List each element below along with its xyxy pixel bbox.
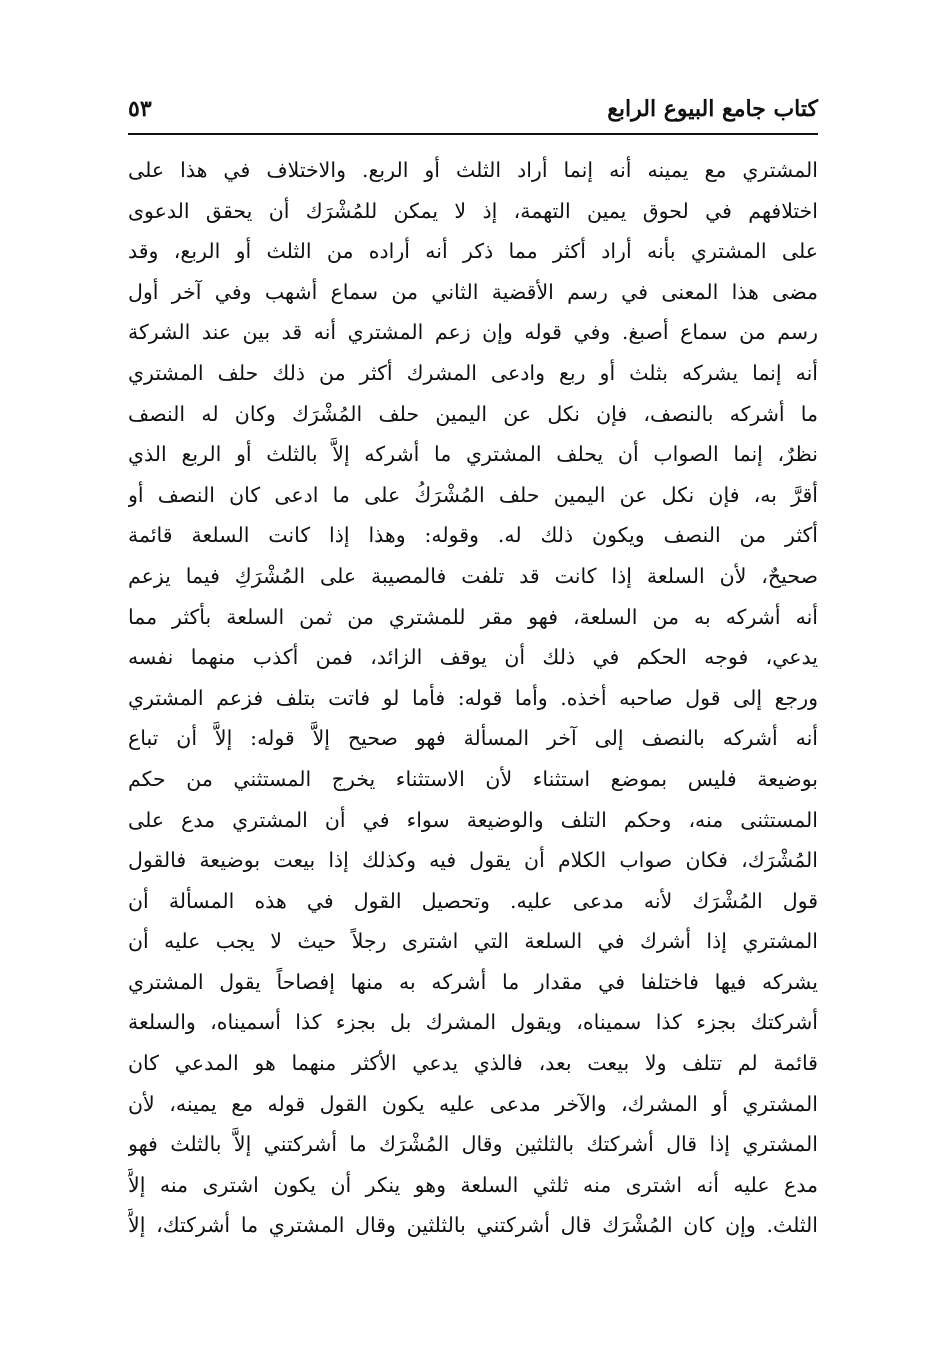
text-line: رسم من سماع أصبغ. وفي قوله وإن زعم المشتري أنه قد بين عند الشركة — [128, 320, 818, 345]
text-line: ما أشركه بالنصف، فإن نكل عن اليمين حلف المُشْرَك وكان له النصف — [128, 401, 818, 426]
text-line: المُشْرَك، فكان صواب الكلام أن يقول فيه وكذلك إذا بيعت بوضيعة فالقول — [128, 848, 818, 873]
text-line: أقرَّ به، فإن نكل عن اليمين حلف المُشْرَكُ على ما ادعى كان النصف أو — [128, 482, 818, 507]
running-head — [128, 92, 818, 132]
running-head-title: كتاب جامع البيوع الرابع — [607, 96, 818, 122]
text-line: المستثنى منه، وحكم التلف والوضيعة سواء في أن المشتري مدع على — [128, 807, 818, 832]
text-line: قول المُشْرَك لأنه مدعى عليه. وتحصيل القول في هذه المسألة أن — [128, 888, 818, 913]
text-line: يشركه فيها فاختلفا في مقدار ما أشركه به منها إفصاحاً يقول المشتري — [128, 969, 818, 994]
text-line: المشتري إذا قال أشركتك بالثلثين وقال المُشْرَك ما أشركتني إلاَّ بالثلث فهو — [128, 1132, 818, 1157]
text-line: بوضيعة فليس بموضع استثناء لأن الاستثناء يخرج المستثني من حكم — [128, 766, 818, 791]
text-line: صحيحٌ، لأن السلعة إذا كانت قد تلفت فالمصيبة على المُشْرَكِ فيما يزعم — [128, 563, 818, 588]
text-line: اختلافهم في لحوق يمين التهمة، إذ لا يمكن للمُشْرَك أن يحقق الدعوى — [128, 198, 818, 223]
text-line: المشتري إذا أشرك في السلعة التي اشترى رجلاً حيث لا يجب عليه أن — [128, 929, 818, 954]
header-rule — [128, 133, 818, 135]
text-line: قائمة لم تتلف ولا بيعت بعد، فالذي يدعي الأكثر منهما هو المدعي كان — [128, 1051, 818, 1076]
text-line: مدع عليه أنه اشترى منه ثلثي السلعة وهو ينكر أن يكون اشترى منه إلاَّ — [128, 1172, 818, 1197]
text-line: أشركتك بجزء كذا سميناه، ويقول المشرك بل بجزء كذا أسميناه، والسلعة — [128, 1010, 818, 1035]
text-line: الثلث. وإن كان المُشْرَك قال أشركتني بالثلثين وقال المشتري ما أشركتك، إلاَّ — [128, 1213, 818, 1238]
text-line: مضى هذا المعنى في رسم الأقضية الثاني من سماع أشهب وفي آخر أول — [128, 279, 818, 304]
text-line: أكثر من النصف ويكون ذلك له. وقوله: وهذا إذا كانت السلعة قائمة — [128, 523, 818, 548]
page-number: ٥٣ — [128, 96, 152, 122]
text-line: أنه أشركه بالنصف إلى آخر المسألة فهو صحيح إلاَّ قوله: إلاَّ أن تباع — [128, 726, 818, 751]
body-text — [128, 150, 818, 1246]
text-line: أنه إنما يشركه بثلث أو ربع وادعى المشرك أكثر من ذلك حلف المشتري — [128, 360, 818, 385]
text-line: على المشتري بأنه أراد أكثر مما ذكر أنه أراده من الثلث أو الربع، وقد — [128, 239, 818, 264]
text-line: أنه أشركه به من السلعة، فهو مقر للمشتري من ثمن السلعة بأكثر مما — [128, 604, 818, 629]
text-line: المشتري أو المشرك، والآخر مدعى عليه يكون القول قوله مع يمينه، لأن — [128, 1091, 818, 1116]
text-line: يدعي، فوجه الحكم في ذلك أن يوقف الزائد، فمن أكذب منهما نفسه — [128, 645, 818, 670]
text-line: ورجع إلى قول صاحبه أخذه. وأما قوله: فأما لو فاتت بتلف فزعم المشتري — [128, 685, 818, 710]
text-line: المشتري مع يمينه أنه إنما أراد الثلث أو الربع. والاختلاف في هذا على — [128, 158, 818, 182]
text-line: نظرٌ، إنما الصواب أن يحلف المشتري ما أشركه إلاَّ بالثلث أو الربع الذي — [128, 442, 818, 467]
